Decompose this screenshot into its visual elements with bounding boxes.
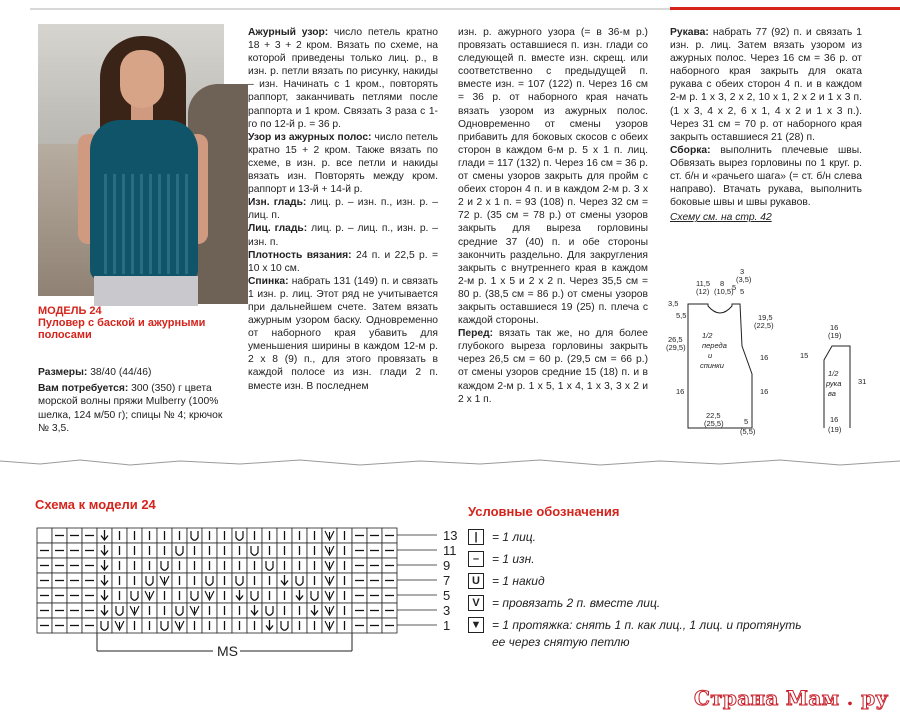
legend-item-knit — [468, 526, 868, 548]
stripe-pattern-label: Узор из ажурных полос: — [248, 131, 372, 143]
model-name: Пуловер с баской и ажурными полосами — [38, 317, 206, 341]
legend-title: Условные обозначения — [468, 504, 620, 519]
dim-3-5-left: 3,5 — [668, 299, 679, 308]
dim-16-left: 16 — [676, 387, 685, 396]
page-tear — [0, 458, 900, 470]
text-column-3 — [458, 26, 648, 406]
legend-skp-line2: ее через снятую петлю — [492, 635, 630, 649]
row-number: 13 — [443, 528, 458, 543]
needs-value: 300 (350) г цвета морской волны пряжи Mulberry (100% шелка, 124 м/50 г); спицы № 4; крючок № 3,5. — [38, 383, 223, 434]
row-number: 5 — [443, 588, 451, 603]
model-info — [38, 366, 228, 438]
dim-19-5: 19,5 — [758, 313, 773, 322]
dim-3-5: (3,5) — [736, 275, 752, 284]
gauge-label: Плотность вязания: — [248, 249, 352, 261]
chart-cell — [37, 528, 52, 543]
openwork-pattern-label: Ажурный узор: — [248, 27, 329, 38]
front-label-3: и — [708, 351, 713, 360]
model-photo — [38, 24, 224, 296]
watermark-text-1: Страна Мам — [694, 686, 840, 710]
legend-k2tog-text: = провязать 2 п. вместе лиц. — [492, 596, 661, 610]
back-label: Спинка: — [248, 275, 289, 287]
watermark-logo — [694, 686, 888, 710]
dim-25-5: (25,5) — [704, 419, 724, 428]
model-title — [38, 305, 228, 341]
dim-11-5: 11,5 — [696, 279, 711, 288]
row-number: 3 — [443, 603, 451, 618]
dim-5: 5 — [732, 283, 737, 292]
front-text: вязать так же, но для более глубокого выреза горловины закрыть через 26,5 см = 60 р. (29,5 см = 66 р.) от смены узоров средние 15 (18) п. и в каждом 2-м р. 1 х 5, 1 х 4, 1 х 3, 3 х 2 и 2 х 1 п. — [458, 328, 648, 405]
row-number: 1 — [443, 618, 451, 633]
back-continued-text: изн. р. ажурного узора (= в 36-м р.) провязать оставшиеся п. изн. глади со следующей п. вместе изн. скрещ. или соответственно с предыдущей п. вместе изн. = 107 (122) п. Через 16 см = 36 р. от наборного края начать вязать узором из ажурных полос. Одновременно от смены узоров прибавить для боковых скосов с обеих сторон в каждом 6-м р. 5 х 1 п. лиц. глади = 117 (132) п. Через 16 см = 36 р. от смены узоров закрыть для пройм с обеих сторон 4 п. и в каждом 2-м р. 3 х 2 и 2 х 1 п. = 93 (108) п. Через 32 см = 72 р. (35 см = 78 р.) от смены узоров закрыть для выреза горловины средние 37 (40) п. и обе стороны закончить раздельно. Для закругления закрыть с внутреннего края в каждом 2-м р. 1 х 5 и 2 х 2 п. Через 35,5 см = 80 р. (38,5 см = 86 р.) от смены узоров закрыть оставшиеся 19 (25) п. плеча с каждой стороны. — [458, 27, 648, 327]
top-rule — [30, 8, 670, 10]
k2tog-icon: V — [468, 595, 484, 611]
watermark-text-2: ру — [861, 686, 889, 710]
legend-purl-text: = 1 изн. — [492, 552, 535, 566]
legend-skp-line1: = 1 протяжка: снять 1 п. как лиц., 1 лиц. и протянуть — [492, 618, 802, 632]
dim-29-5: (29,5) — [666, 343, 686, 352]
yarn-over-icon: U — [468, 573, 484, 589]
dim-5-5: 5,5 — [676, 311, 687, 320]
openwork-pattern-text: число петель кратно 18 + 3 + 2 кром. Вязать по схеме, на которой приведены только лиц. р., в изн. р. петли вязать по рисунку, накиды – изн. Начинать с 1 кром., повторять раппорт, заканчивать петлями после раппорта и 1 кром. Связать 3 раза с 1-го по 12-й р. = 36 р. — [248, 27, 438, 130]
sleeve-dim-19: (19) — [828, 331, 842, 340]
dim-8: 8 — [720, 279, 725, 288]
front-label-2: переда — [702, 341, 727, 350]
stripe-pattern-text: число петель кратно 15 + 2 кром. Также вязать по схеме, в изн. р. все петли и накиды вязать изн. Повторять между кром. раппорт и 13-й + 14-й р. — [248, 131, 438, 196]
legend-item-purl — [468, 548, 868, 570]
stockinette-text: лиц. р. – лиц. п., изн. р. – изн. п. — [248, 223, 438, 248]
dim-3: 3 — [740, 267, 745, 276]
sleeve-dim-31: 31 — [858, 377, 867, 386]
row-number: 11 — [443, 543, 457, 558]
legend-item-skp — [468, 614, 868, 654]
dim-5-5-bottom: (5,5) — [740, 427, 756, 436]
back-text: набрать 131 (149) п. и связать 1 изн. р. лиц. Этот ряд не учитывается при дальнейшем счете. Затем вязать ажурным узором баску. Одновременно от наборного края убавить для уменьшения ширины в каждом 12-м р. 2 х 8 (9) п., для этого провязать в каждой полосе из изн. глади 2 п. вместе изн. В последнем — [248, 275, 438, 392]
legend — [468, 526, 868, 654]
stockinette-label: Лиц. гладь: — [248, 223, 308, 235]
sleeve-dim-16: 16 — [830, 323, 839, 332]
sleeve-dim-19-bottom: (19) — [828, 425, 842, 434]
dim-12: (12) — [696, 287, 710, 296]
text-column-2 — [248, 26, 438, 393]
dim-16-right-2: 16 — [760, 387, 769, 396]
dim-5-bottom: 5 — [744, 417, 749, 426]
text-column-4 — [670, 26, 862, 224]
purl-icon: – — [468, 551, 484, 567]
dim-5-top: 5 — [740, 287, 745, 296]
sleeve-label-1: 1/2 — [828, 369, 839, 378]
knit-icon: | — [468, 529, 484, 545]
front-label-1: 1/2 — [702, 331, 713, 340]
skp-icon: ▼ — [468, 617, 484, 633]
dim-26-5: 26,5 — [668, 335, 683, 344]
reverse-stockinette-label: Изн. гладь: — [248, 197, 307, 209]
dim-10-5: (10,5) — [714, 287, 734, 296]
row-number: 7 — [443, 573, 451, 588]
sizes-value: 38/40 (44/46) — [90, 367, 152, 378]
dim-16-right: 16 — [760, 353, 769, 362]
sleeve-dim-16-bottom: 16 — [830, 415, 839, 424]
sleeves-text: набрать 77 (92) п. и связать 1 изн. р. лиц. Затем вязать узором из ажурных полос. Через 16 см = 36 р. от наборного края закрыть для оката рукава с обеих сторон 4 п. и в каждом 2-м р. 1 х 3, 2 х 2, 10 х 1, 2 х 2 и 1 х 3 п. (1 х 3, 4 х 2, 6 х 1, 4 х 2 и 1 х 3 п.). Через 31 см = 70 р. от наборного края закрыть оставшиеся 21 (28) п. — [670, 27, 862, 143]
sleeves-label: Рукава: — [670, 27, 709, 38]
watermark-dot: . — [839, 686, 862, 710]
front-label: Перед: — [458, 328, 494, 340]
sizes-label: Размеры: — [38, 367, 88, 378]
dim-22-5: 22,5 — [706, 411, 721, 420]
red-rule — [670, 0, 900, 10]
front-label-4: спинки — [700, 361, 724, 370]
assembly-label: Сборка: — [670, 144, 711, 156]
pattern-diagram — [664, 262, 884, 442]
chart-title: Схема к модели 24 — [35, 497, 156, 512]
row-number: 9 — [443, 558, 451, 573]
legend-item-k2tog — [468, 592, 868, 614]
legend-knit-text: = 1 лиц. — [492, 530, 536, 544]
model-number: МОДЕЛЬ 24 — [38, 305, 102, 317]
assembly-text: выполнить плечевые швы. Обвязать вырез горловины по 1 круг. р. ст. б/н и «рачьего шага» (= ст. б/н слева направо). Втачать рукава, выполнить боковые швы и швы рукавов. — [670, 144, 862, 209]
scheme-reference: Схему см. на стр. 42 — [670, 212, 772, 224]
sleeve-label-2: рука — [826, 379, 842, 388]
ms-label: MS — [217, 643, 238, 659]
sleeve-dim-15: 15 — [800, 351, 809, 360]
legend-skp-text — [492, 617, 802, 651]
reverse-stockinette-text: лиц. р. – изн. п., изн. р. – лиц. п. — [248, 197, 438, 222]
sleeve-label-3: ва — [828, 389, 836, 398]
gauge-text: 24 п. и 22,5 р. = 10 х 10 см. — [248, 249, 438, 274]
knitting-chart — [35, 526, 458, 686]
legend-item-yarn-over — [468, 570, 868, 592]
dim-22-5-paren: (22,5) — [754, 321, 774, 330]
legend-yarn-over-text: = 1 накид — [492, 574, 545, 588]
needs-label: Вам потребуется: — [38, 383, 129, 395]
